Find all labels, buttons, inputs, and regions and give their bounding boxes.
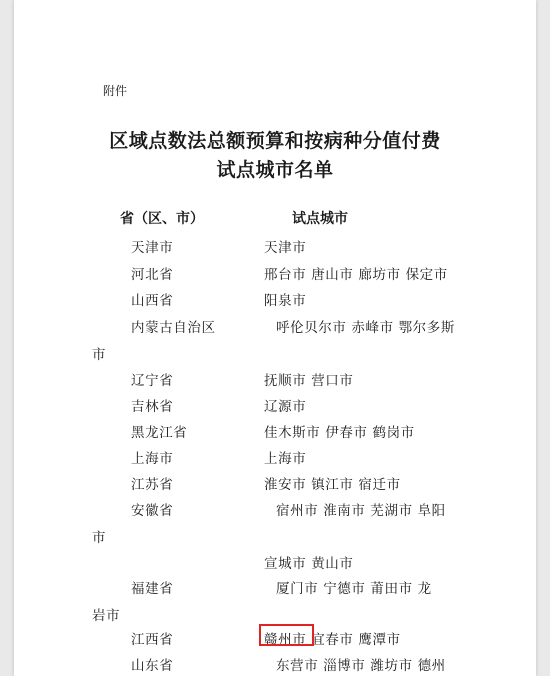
column-header-cities: 试点城市 — [292, 211, 348, 227]
province-name: 上海市 — [131, 451, 174, 467]
province-name: 黑龙江省 — [131, 425, 188, 441]
province-name: 江苏省 — [131, 477, 174, 493]
city-list: 抚顺市 营口市 — [264, 373, 354, 389]
province-name: 辽宁省 — [131, 373, 174, 389]
city-list-wrap: 市 — [92, 347, 107, 363]
province-name: 山西省 — [131, 293, 174, 309]
city-list: 上海市 — [264, 451, 307, 467]
city-list-wrap: 市 — [92, 530, 107, 546]
document-title-line-1: 区域点数法总额预算和按病种分值付费 — [109, 130, 441, 152]
province-name: 江西省 — [131, 632, 174, 648]
province-name: 内蒙古自治区 — [131, 320, 216, 336]
city-list: 东营市 淄博市 潍坊市 德州 — [276, 658, 446, 674]
highlight-box — [259, 624, 314, 646]
city-list: 天津市 — [264, 240, 307, 256]
province-name: 天津市 — [131, 240, 174, 256]
city-list: 宿州市 淮南市 芜湖市 阜阳 — [276, 503, 446, 519]
attachment-label: 附件 — [103, 84, 128, 98]
document-title-line-2: 试点城市名单 — [216, 159, 334, 181]
city-list: 邢台市 唐山市 廊坊市 保定市 — [264, 267, 448, 283]
city-list-wrap: 岩市 — [92, 608, 121, 624]
city-list: 赣州市 宜春市 鹰潭市 — [264, 632, 401, 648]
province-name: 河北省 — [131, 267, 174, 283]
city-list: 呼伦贝尔市 赤峰市 鄂尔多斯 — [276, 320, 455, 336]
city-list: 宣城市 黄山市 — [264, 556, 354, 572]
city-list: 淮安市 镇江市 宿迁市 — [264, 477, 401, 493]
province-name: 福建省 — [131, 581, 174, 597]
province-name: 吉林省 — [131, 399, 174, 415]
province-name: 安徽省 — [131, 503, 174, 519]
city-list: 辽源市 — [264, 399, 307, 415]
city-list: 厦门市 宁德市 莆田市 龙 — [276, 581, 432, 597]
document-page — [14, 0, 536, 676]
column-header-province: 省（区、市） — [120, 211, 204, 227]
city-list: 佳木斯市 伊春市 鹤岗市 — [264, 425, 415, 441]
province-name: 山东省 — [131, 658, 174, 674]
city-list: 阳泉市 — [264, 293, 307, 309]
